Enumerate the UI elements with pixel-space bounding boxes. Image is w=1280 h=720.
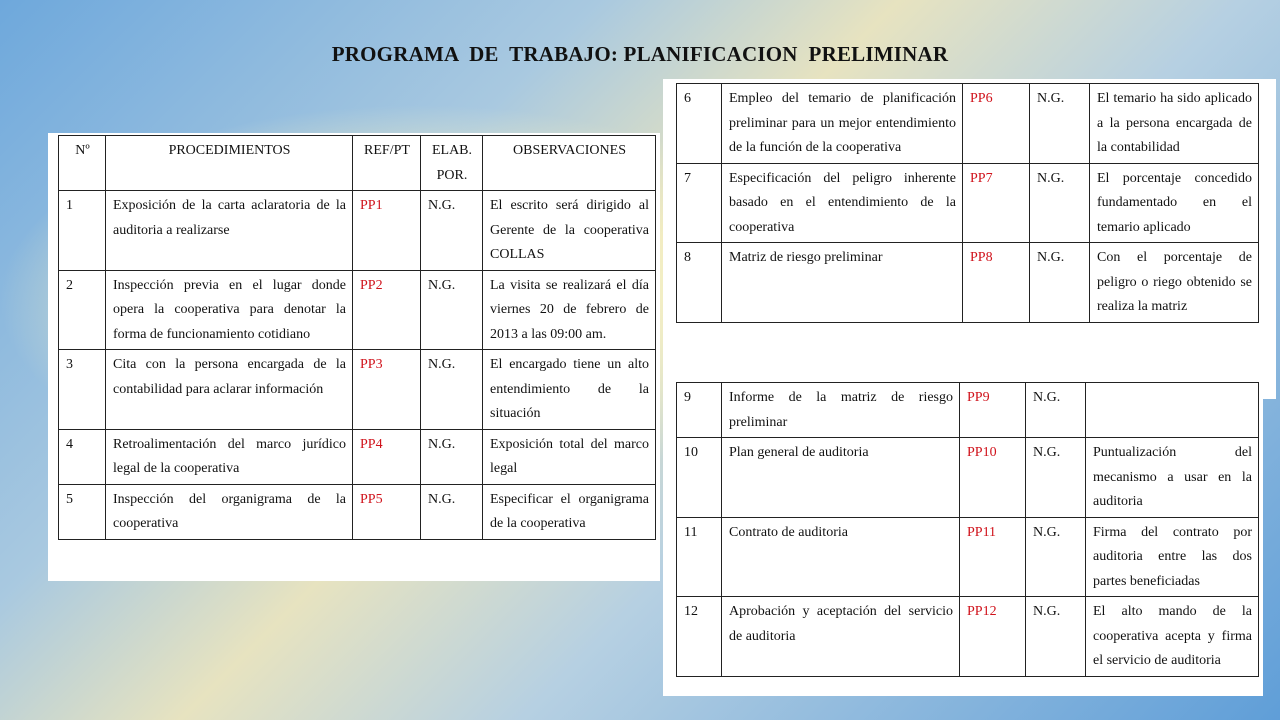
- table-row: [677, 597, 1259, 677]
- row-observation: El encargado tiene un alto entendimiento de la situación: [483, 350, 656, 430]
- row-number: 5: [59, 484, 106, 539]
- row-observation: El porcentaje concedido fundamentado en el temario aplicado: [1090, 163, 1259, 243]
- row-ref: PP12: [960, 597, 1026, 677]
- row-number: 11: [677, 517, 722, 597]
- row-number: 2: [59, 270, 106, 350]
- table-row: [677, 163, 1259, 243]
- row-procedure: Inspección previa en el lugar donde opera la cooperativa para denotar la forma de funcionamiento cotidiano: [106, 270, 353, 350]
- row-ref: PP11: [960, 517, 1026, 597]
- row-number: 1: [59, 191, 106, 271]
- row-procedure: Inspección del organigrama de la cooperativa: [106, 484, 353, 539]
- row-number: 10: [677, 438, 722, 518]
- row-elab: N.G.: [421, 270, 483, 350]
- row-procedure: Contrato de auditoria: [722, 517, 960, 597]
- row-ref: PP5: [353, 484, 421, 539]
- row-procedure: Informe de la matriz de riesgo preliminar: [722, 383, 960, 438]
- row-elab: N.G.: [1030, 84, 1090, 164]
- header-observaciones: OBSERVACIONES: [483, 136, 656, 191]
- row-ref: PP7: [963, 163, 1030, 243]
- row-ref: PP2: [353, 270, 421, 350]
- table-row: [677, 84, 1259, 164]
- row-number: 8: [677, 243, 722, 323]
- table-row: [677, 438, 1259, 518]
- row-elab: N.G.: [421, 484, 483, 539]
- row-observation: El alto mando de la cooperativa acepta y firma el servicio de auditoria: [1086, 597, 1259, 677]
- table-row: [59, 191, 656, 271]
- row-elab: N.G.: [421, 350, 483, 430]
- header-elab: ELAB. POR.: [421, 136, 483, 191]
- row-procedure: Matriz de riesgo preliminar: [722, 243, 963, 323]
- row-number: 4: [59, 429, 106, 484]
- row-elab: N.G.: [1026, 438, 1086, 518]
- row-elab: N.G.: [1030, 243, 1090, 323]
- row-ref: PP3: [353, 350, 421, 430]
- row-number: 7: [677, 163, 722, 243]
- row-observation: Especificar el organigrama de la cooperativa: [483, 484, 656, 539]
- row-procedure: Retroalimentación del marco jurídico legal de la cooperativa: [106, 429, 353, 484]
- row-elab: N.G.: [1026, 383, 1086, 438]
- row-elab: N.G.: [1030, 163, 1090, 243]
- row-elab: N.G.: [1026, 597, 1086, 677]
- row-number: 12: [677, 597, 722, 677]
- table-row: [677, 517, 1259, 597]
- row-observation: Puntualización del mecanismo a usar en la auditoria: [1086, 438, 1259, 518]
- header-num: Nº: [59, 136, 106, 191]
- row-procedure: Exposición de la carta aclaratoria de la auditoria a realizarse: [106, 191, 353, 271]
- row-procedure: Especificación del peligro inherente basado en el entendimiento de la cooperativa: [722, 163, 963, 243]
- row-ref: PP10: [960, 438, 1026, 518]
- table-row: [677, 383, 1259, 438]
- program-table-part-2: [676, 83, 1259, 323]
- row-elab: N.G.: [1026, 517, 1086, 597]
- row-observation: La visita se realizará el día viernes 20 de febrero de 2013 a las 09:00 am.: [483, 270, 656, 350]
- row-number: 9: [677, 383, 722, 438]
- table-row: [59, 270, 656, 350]
- row-ref: PP9: [960, 383, 1026, 438]
- program-table-part-1: [58, 135, 656, 540]
- row-observation: Exposición total del marco legal: [483, 429, 656, 484]
- table-row: [59, 429, 656, 484]
- row-observation: Con el porcentaje de peligro o riego obtenido se realiza la matriz: [1090, 243, 1259, 323]
- row-observation: [1086, 383, 1259, 438]
- row-procedure: Cita con la persona encargada de la contabilidad para aclarar información: [106, 350, 353, 430]
- row-ref: PP8: [963, 243, 1030, 323]
- row-procedure: Aprobación y aceptación del servicio de auditoria: [722, 597, 960, 677]
- row-elab: N.G.: [421, 191, 483, 271]
- row-ref: PP6: [963, 84, 1030, 164]
- row-procedure: Empleo del temario de planificación preliminar para un mejor entendimiento de la función de la cooperativa: [722, 84, 963, 164]
- table-row: [59, 350, 656, 430]
- header-procedimientos: PROCEDIMIENTOS: [106, 136, 353, 191]
- table-row: [677, 243, 1259, 323]
- row-elab: N.G.: [421, 429, 483, 484]
- table-header-row: [59, 136, 656, 191]
- row-number: 3: [59, 350, 106, 430]
- row-observation: El temario ha sido aplicado a la persona encargada de la contabilidad: [1090, 84, 1259, 164]
- row-observation: Firma del contrato por auditoria entre las dos partes beneficiadas: [1086, 517, 1259, 597]
- row-procedure: Plan general de auditoria: [722, 438, 960, 518]
- header-ref: REF/PT: [353, 136, 421, 191]
- row-observation: El escrito será dirigido al Gerente de la cooperativa COLLAS: [483, 191, 656, 271]
- table-row: [59, 484, 656, 539]
- row-ref: PP4: [353, 429, 421, 484]
- program-table-part-3: [676, 382, 1259, 677]
- row-number: 6: [677, 84, 722, 164]
- page-title: PROGRAMA DE TRABAJO: PLANIFICACION PRELIMINAR: [331, 42, 949, 66]
- row-ref: PP1: [353, 191, 421, 271]
